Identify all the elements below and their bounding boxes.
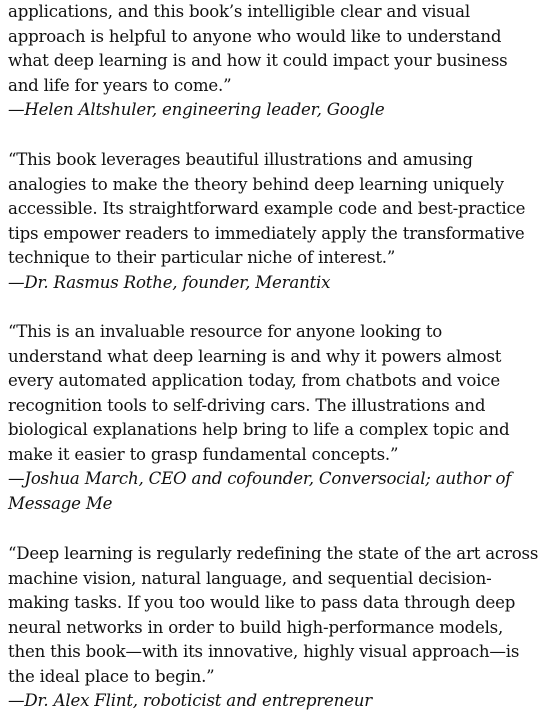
quote-line: approach is helpful to anyone who would like to understand	[8, 26, 502, 46]
quote-line: the ideal place to begin.”	[8, 666, 215, 686]
quote-line: understand what deep learning is and why it powers almost	[8, 346, 502, 366]
quote-line: neural networks in order to build high-performance models,	[8, 617, 504, 637]
quote-line: accessible. Its straightforward example code and best-practice	[8, 199, 526, 218]
blurb-joshua-march	[8, 320, 511, 516]
blurb-helen-altshuler	[8, 0, 508, 123]
quote-line: analogies to make the theory behind deep learning uniquely	[8, 174, 504, 194]
quote-line: what deep learning is and how it could impact your business	[8, 51, 508, 70]
attribution: —Dr. Alex Flint, roboticist and entrepreneur	[8, 691, 373, 710]
attribution: —Joshua March, CEO and cofounder, Conversocial; author of	[8, 469, 512, 488]
attribution: —Helen Altshuler, engineering leader, Google	[8, 100, 385, 119]
quote-line: applications, and this book’s intelligible clear and visual	[8, 2, 470, 21]
quote-line: “This is an invaluable resource for anyone looking to	[8, 322, 443, 341]
quote-line: biological explanations help bring to life a complex topic and	[8, 420, 510, 439]
blurb-alex-flint	[8, 542, 538, 714]
quote-line: making tasks. If you too would like to pass data through deep	[8, 593, 516, 612]
quote-line: then this book—with its innovative, highly visual approach—is	[8, 642, 520, 661]
quote-line: “Deep learning is regularly redefining the state of the art across	[8, 544, 539, 563]
attribution: Message Me	[8, 493, 113, 513]
blurb-rasmus-rothe	[8, 148, 525, 295]
quote-line: technique to their particular niche of interest.”	[8, 248, 396, 267]
quote-line: “This book leverages beautiful illustrations and amusing	[8, 150, 473, 169]
quote-line: recognition tools to self-driving cars. The illustrations and	[8, 395, 486, 415]
attribution: —Dr. Rasmus Rothe, founder, Merantix	[8, 272, 331, 292]
quote-line: every automated application today, from chatbots and voice	[8, 371, 500, 390]
quote-line: make it easier to grasp fundamental concepts.”	[8, 444, 399, 464]
quote-line: and life for years to come.”	[8, 75, 232, 95]
quote-line: tips empower readers to immediately apply the transformative	[8, 223, 525, 243]
quote-line: machine vision, natural language, and sequential decision-	[8, 568, 492, 588]
